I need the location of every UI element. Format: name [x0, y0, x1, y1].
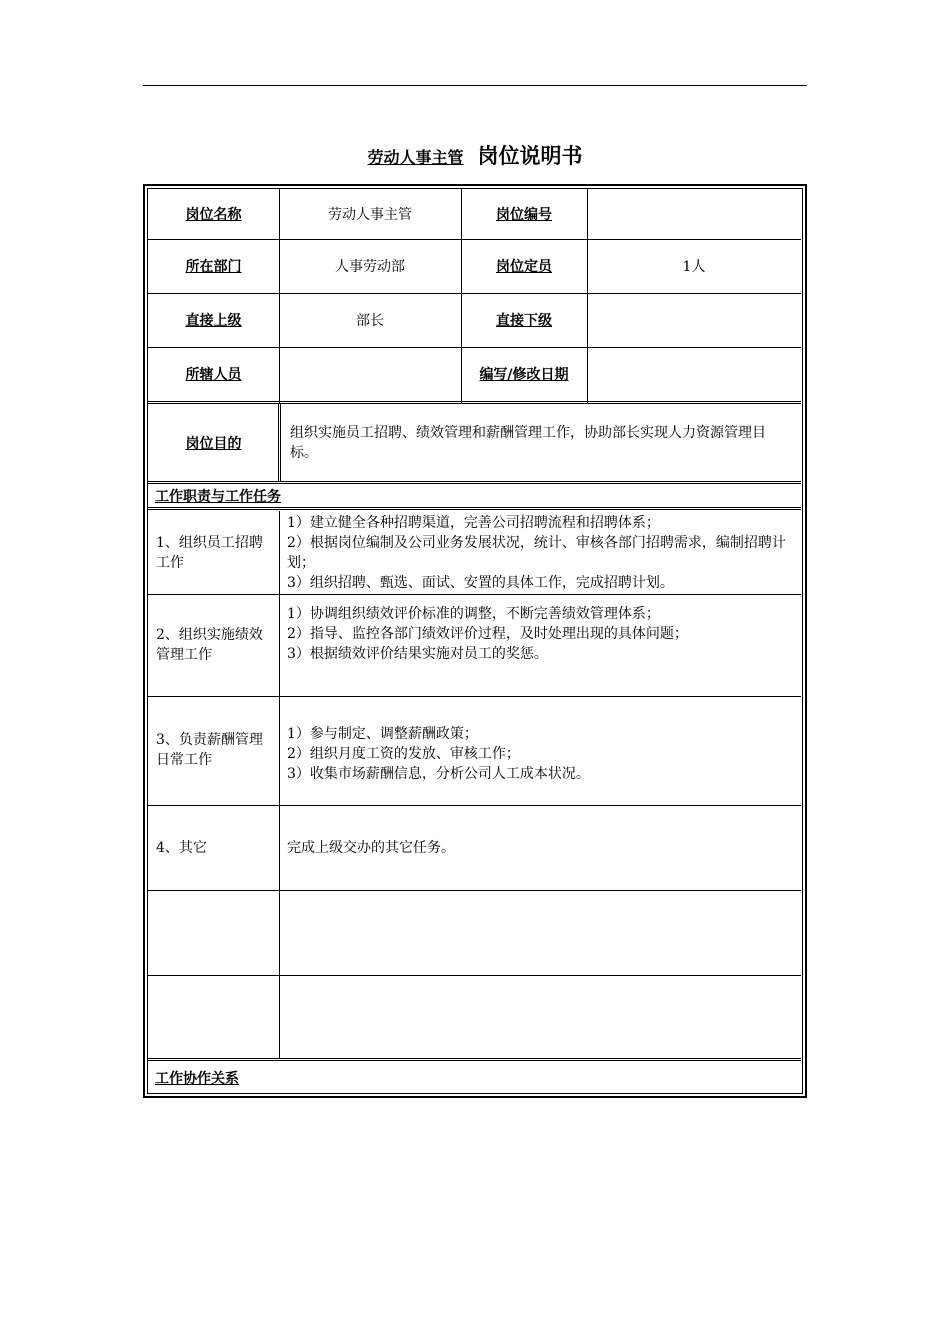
- grid-line: [148, 975, 801, 976]
- duty-tasks-1: [279, 511, 801, 594]
- value-staff: [279, 347, 461, 401]
- title-position-name: 劳动人事主管: [367, 148, 464, 167]
- document-title: [0, 140, 950, 170]
- task-item: 2）组织月度工资的发放、审核工作；: [287, 746, 520, 762]
- label-staff: 所辖人员: [185, 367, 242, 383]
- task-item: 1）建立健全各种招聘渠道，完善公司招聘流程和招聘体系；: [287, 514, 660, 531]
- task-item: 完成上级交办的其它任务。: [287, 839, 455, 856]
- label-headcount: 岗位定员: [496, 259, 552, 275]
- duty-tasks-2: [279, 594, 801, 674]
- grid-line: [148, 481, 801, 484]
- task-item: 3）组织招聘、甄选、面试、安置的具体工作，完成招聘计划。: [287, 574, 674, 591]
- label-subordinate: 直接下级: [496, 313, 552, 329]
- task-item: 3）收集市场薪酬信息，分析公司人工成本状况。: [287, 766, 590, 782]
- value-superior: 部长: [356, 313, 384, 329]
- task-item: 2）指导、监控各部门绩效评价过程，及时处理出现的具体问题；: [287, 626, 688, 642]
- title-doc-type: 岗位说明书: [477, 144, 583, 168]
- label-date: 编写/修改日期: [479, 367, 569, 383]
- duty-name-4: 4、其它: [156, 839, 207, 856]
- duties-section-heading: 工作职责与工作任务: [155, 489, 281, 505]
- value-position-code: [587, 189, 801, 239]
- value-subordinate: [587, 293, 801, 347]
- value-date: [587, 347, 801, 401]
- duty-name-3: 3、负责薪酬管理日常工作: [156, 732, 263, 768]
- job-description-table: [143, 184, 807, 1098]
- value-purpose: 组织实施员工招聘、绩效管理和薪酬管理工作，协助部长实现人力资源管理目标。: [290, 425, 766, 461]
- label-purpose: 岗位目的: [185, 436, 242, 452]
- task-item: 3）根据绩效评价结果实施对员工的奖惩。: [287, 646, 548, 662]
- cooperation-section-heading: 工作协作关系: [155, 1071, 239, 1087]
- grid-line: [148, 507, 801, 510]
- duty-name-1: 1、组织员工招聘工作: [156, 534, 263, 571]
- label-position-name: 岗位名称: [185, 207, 242, 223]
- value-headcount: 1人: [682, 259, 706, 275]
- header-rule: [143, 85, 807, 86]
- label-position-code: 岗位编号: [496, 207, 552, 223]
- label-superior: 直接上级: [185, 313, 242, 329]
- label-department: 所在部门: [185, 259, 242, 275]
- duty-tasks-4: [279, 805, 801, 890]
- value-position-name: 劳动人事主管: [328, 207, 412, 223]
- duty-name-2: 2、组织实施绩效管理工作: [156, 627, 263, 663]
- duty-tasks-3: [279, 696, 801, 812]
- task-item: 1）协调组织绩效评价标准的调整，不断完善绩效管理体系；: [287, 606, 660, 622]
- grid-line: [148, 1058, 801, 1061]
- task-item: 2）根据岗位编制及公司业务发展状况，统计、审核各部门招聘需求，编制招聘计划；: [287, 534, 786, 571]
- value-department: 人事劳动部: [335, 259, 405, 275]
- grid-line: [148, 890, 801, 891]
- task-item: 1）参与制定、调整薪酬政策；: [287, 726, 478, 742]
- table-inner-border: [147, 188, 803, 1094]
